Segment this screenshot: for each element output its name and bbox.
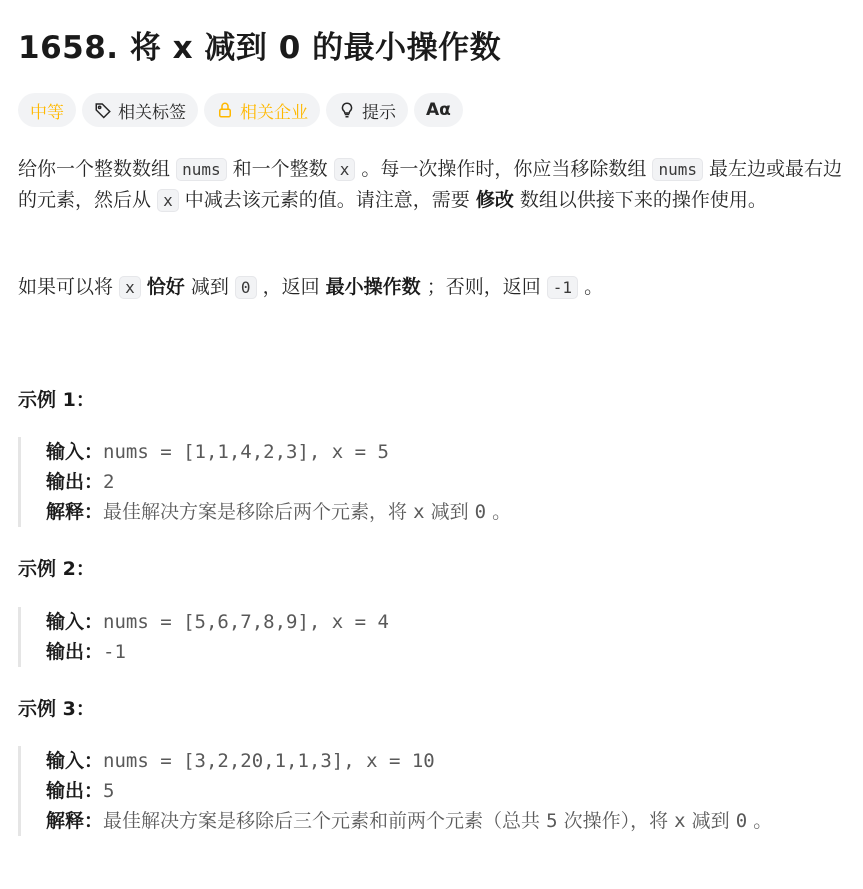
example-1-heading: 示例 1： [18, 389, 95, 411]
problem-title: 1658. 将 x 减到 0 的最小操作数 [18, 30, 502, 66]
inline-code: nums [652, 158, 703, 181]
description-paragraph-1 [18, 154, 844, 216]
example-3-heading: 示例 3： [18, 698, 95, 720]
tag-row [18, 93, 463, 127]
example-output-line [46, 637, 828, 667]
text: 中减去该元素的值。请注意，需要 [184, 189, 470, 211]
output-label: 输出： [46, 780, 104, 802]
hint-label: 提示 [362, 102, 396, 123]
explanation-text: 。 [492, 501, 512, 523]
example-1-block [18, 437, 828, 527]
emphasis: 修改 [475, 189, 514, 211]
related-companies-label: 相关企业 [240, 102, 308, 123]
output-label: 输出： [46, 641, 104, 663]
difficulty-badge [18, 93, 76, 127]
example-input-line [46, 437, 828, 467]
explanation-label: 解释： [46, 501, 104, 523]
emphasis: 最小操作数 [325, 276, 421, 298]
text: 。 [584, 276, 604, 298]
hint-button[interactable] [326, 93, 408, 127]
input-value: nums = [1,1,4,2,3], x = 5 [103, 441, 389, 463]
description-paragraph-2 [18, 272, 844, 303]
text: 。每一次操作时，你应当移除数组 [361, 158, 647, 180]
difficulty-label: 中等 [30, 102, 64, 123]
example-explanation-line [46, 806, 826, 836]
text: ，返回 [262, 276, 320, 298]
related-topics-button[interactable] [82, 93, 198, 127]
example-input-line [46, 607, 828, 637]
input-label: 输入： [46, 750, 104, 772]
inline-code: -1 [547, 276, 578, 299]
translate-icon: Aα [426, 100, 451, 120]
explanation-text: 最佳解决方案是移除后两个元素，将 [103, 501, 408, 523]
explanation-code: 0 [735, 810, 748, 832]
explanation-text: 减到 [691, 810, 730, 832]
inline-code: x [119, 276, 141, 299]
text: 给你一个整数数组 [18, 158, 171, 180]
tag-icon [94, 101, 112, 119]
output-value: -1 [103, 641, 126, 663]
inline-code: x [334, 158, 356, 181]
input-value: nums = [5,6,7,8,9], x = 4 [103, 611, 389, 633]
input-label: 输入： [46, 611, 104, 633]
example-output-line [46, 776, 828, 806]
explanation-label: 解释： [46, 810, 104, 832]
explanation-code: 5 [546, 810, 558, 832]
related-topics-label: 相关标签 [118, 102, 186, 123]
explanation-text: 次操作），将 [563, 810, 669, 832]
text: 减到 [190, 276, 229, 298]
example-3-block [18, 746, 828, 836]
input-value: nums = [3,2,20,1,1,3], x = 10 [103, 750, 435, 772]
explanation-text: 减到 [430, 501, 469, 523]
inline-code: nums [176, 158, 227, 181]
text: 如果可以将 [18, 276, 114, 298]
translate-button[interactable] [414, 93, 463, 127]
text: ；否则，返回 [426, 276, 541, 298]
explanation-text: 。 [753, 810, 773, 832]
example-2-block [18, 607, 828, 667]
explanation-code: x [413, 501, 425, 523]
output-value: 5 [103, 780, 115, 802]
explanation-code: 0 [474, 501, 487, 523]
output-label: 输出： [46, 471, 104, 493]
text: 数组以供接下来的操作使用。 [519, 189, 767, 211]
lightbulb-icon [338, 101, 356, 119]
example-output-line [46, 467, 828, 497]
explanation-text: 最佳解决方案是移除后三个元素和前两个元素（总共 [103, 810, 541, 832]
text: 和一个整数 [232, 158, 328, 180]
lock-icon [216, 101, 234, 119]
explanation-code: x [674, 810, 686, 832]
inline-code: x [157, 189, 179, 212]
example-explanation-line [46, 497, 828, 527]
example-2-heading: 示例 2： [18, 558, 95, 580]
inline-code: 0 [235, 276, 257, 299]
input-label: 输入： [46, 441, 104, 463]
related-companies-button[interactable] [204, 93, 320, 127]
emphasis: 恰好 [146, 276, 185, 298]
output-value: 2 [103, 471, 115, 493]
example-input-line [46, 746, 828, 776]
text: 最左边或最右边的元素，然后从 [18, 158, 843, 211]
